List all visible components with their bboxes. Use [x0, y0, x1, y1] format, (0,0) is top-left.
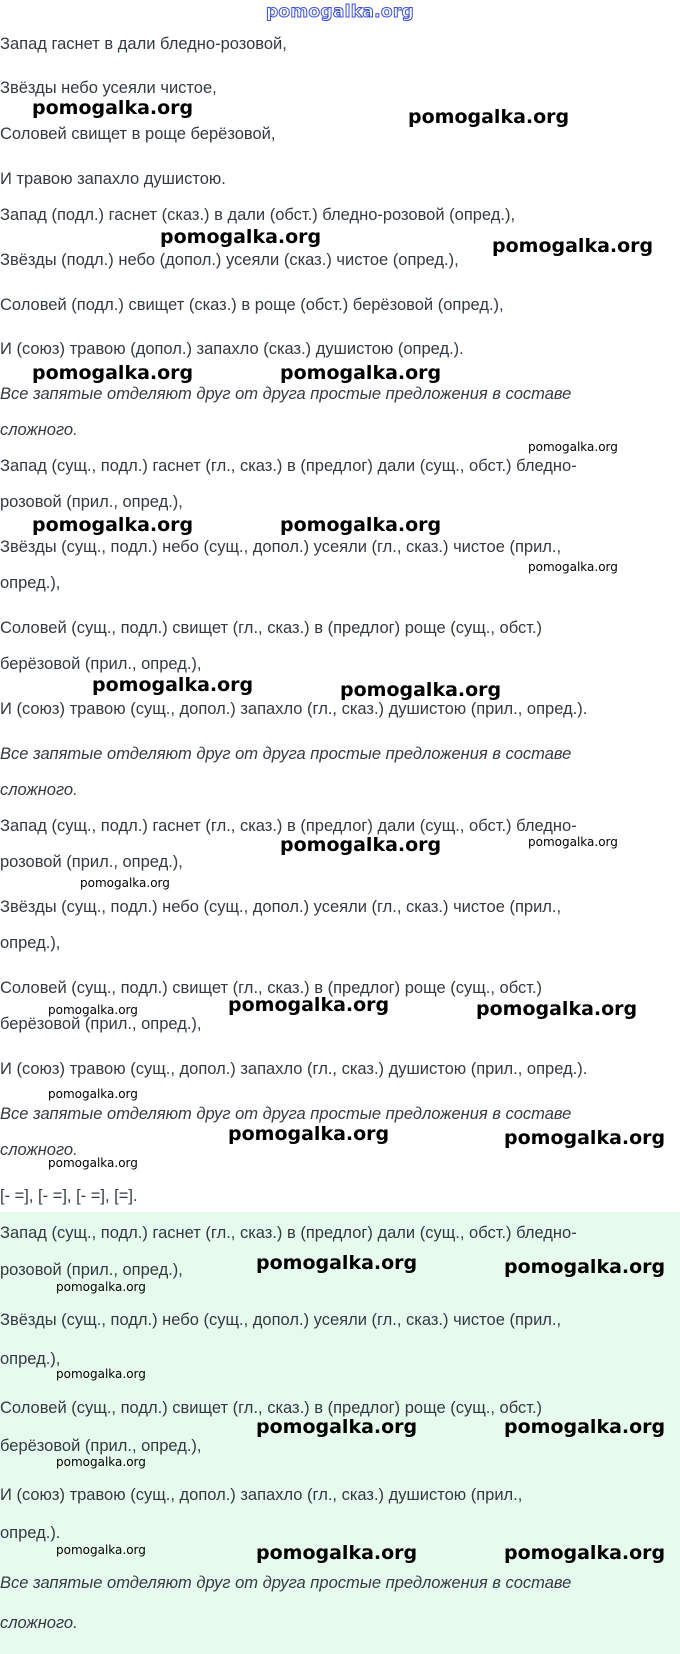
- text-line: розовой (прил., опред.),: [0, 853, 183, 871]
- conclusion-text: Все запятые отделяют друг от друга простые предложения в составе: [0, 745, 572, 763]
- watermark: pomogalka.org: [280, 834, 442, 856]
- watermark: pomogalka.org: [56, 1367, 146, 1381]
- watermark: pomogalka.org: [256, 1252, 418, 1274]
- watermark: pomogalka.org: [48, 1087, 138, 1101]
- watermark: pomogalka.org: [48, 1156, 138, 1170]
- watermark: pomogalka.org: [56, 1280, 146, 1294]
- text-line: Запад гаснет в дали бледно-розовой,: [0, 35, 287, 53]
- text-line: Соловей (сущ., подл.) свищет (гл., сказ.) в (предлог) роще (сущ., обст.): [0, 619, 543, 637]
- conclusion-text: сложного.: [0, 1141, 78, 1159]
- watermark: pomogalka.org: [56, 1455, 146, 1469]
- scheme-line: [- =], [- =], [- =], [=].: [0, 1187, 138, 1205]
- watermark: pomogalka.org: [476, 998, 638, 1020]
- text-line: Звёзды (сущ., подл.) небо (сущ., допол.) усеяли (гл., сказ.) чистое (прил.,: [0, 538, 562, 556]
- text-line: Соловей (подл.) свищет (сказ.) в роще (обст.) берёзовой (опред.),: [0, 296, 504, 314]
- text-line: опред.),: [0, 934, 61, 952]
- text-line: Звёзды (сущ., подл.) небо (сущ., допол.) усеяли (гл., сказ.) чистое (прил.,: [0, 1311, 562, 1329]
- text-line: Соловей свищет в роще берёзовой,: [0, 125, 276, 143]
- watermark: pomogalka.org: [228, 1123, 390, 1145]
- watermark: pomogalka.org: [228, 994, 390, 1016]
- watermark: pomogalka.org: [48, 1003, 138, 1017]
- watermark: pomogalka.org: [492, 235, 654, 257]
- text-line: берёзовой (прил., опред.),: [0, 1437, 202, 1455]
- text-line: берёзовой (прил., опред.),: [0, 655, 202, 673]
- watermark: pomogalka.org: [504, 1416, 666, 1438]
- text-line: опред.).: [0, 1524, 61, 1542]
- text-line: Запад (сущ., подл.) гаснет (гл., сказ.) в (предлог) дали (сущ., обст.) бледно-: [0, 817, 577, 835]
- text-line: И (союз) травою (сущ., допол.) запахло (гл., сказ.) душистою (прил.,: [0, 1486, 523, 1504]
- conclusion-text: сложного.: [0, 781, 78, 799]
- watermark: pomogalka.org: [504, 1256, 666, 1278]
- watermark: pomogalka.org: [280, 514, 442, 536]
- watermark: pomogalka.org: [504, 1127, 666, 1149]
- watermark: pomogalka.org: [92, 674, 254, 696]
- text-line: опред.),: [0, 574, 61, 592]
- watermark: pomogalka.org: [528, 835, 618, 849]
- text-line: розовой (прил., опред.),: [0, 493, 183, 511]
- text-line: Запад (подл.) гаснет (сказ.) в дали (обст.) бледно-розовой (опред.),: [0, 206, 516, 224]
- conclusion-text: сложного.: [0, 1614, 78, 1632]
- text-line: берёзовой (прил., опред.),: [0, 1015, 202, 1033]
- text-line: Соловей (сущ., подл.) свищет (гл., сказ.) в (предлог) роще (сущ., обст.): [0, 979, 543, 997]
- conclusion-text: Все запятые отделяют друг от друга простые предложения в составе: [0, 1105, 572, 1123]
- watermark: pomogalka.org: [160, 226, 322, 248]
- watermark: pomogalka.org: [56, 1543, 146, 1557]
- watermark: pomogalka.org: [504, 1542, 666, 1564]
- text-line: Звёзды небо усеяли чистое,: [0, 79, 217, 97]
- watermark: pomogalka.org: [256, 1542, 418, 1564]
- watermark: pomogalka.org: [256, 1416, 418, 1438]
- text-line: Запад (сущ., подл.) гаснет (гл., сказ.) в (предлог) дали (сущ., обст.) бледно-: [0, 1224, 577, 1242]
- text-line: розовой (прил., опред.),: [0, 1261, 183, 1279]
- text-line: Звёзды (сущ., подл.) небо (сущ., допол.) усеяли (гл., сказ.) чистое (прил.,: [0, 898, 562, 916]
- text-line: Запад (сущ., подл.) гаснет (гл., сказ.) в (предлог) дали (сущ., обст.) бледно-: [0, 457, 577, 475]
- conclusion-text: сложного.: [0, 421, 78, 439]
- conclusion-text: Все запятые отделяют друг от друга простые предложения в составе: [0, 385, 572, 403]
- site-logo[interactable]: pomogalka.org: [265, 2, 415, 22]
- watermark: pomogalka.org: [408, 106, 570, 128]
- watermark: pomogalka.org: [32, 514, 194, 536]
- text-line: Звёзды (подл.) небо (допол.) усеяли (сказ.) чистое (опред.),: [0, 251, 459, 269]
- text-line: Соловей (сущ., подл.) свищет (гл., сказ.) в (предлог) роще (сущ., обст.): [0, 1399, 543, 1417]
- watermark: pomogalka.org: [80, 876, 170, 890]
- watermark: pomogalka.org: [340, 679, 502, 701]
- watermark: pomogalka.org: [528, 440, 618, 454]
- text-line: И (союз) травою (сущ., допол.) запахло (гл., сказ.) душистою (прил., опред.).: [0, 700, 588, 718]
- watermark: pomogalka.org: [32, 97, 194, 119]
- text-line: И (союз) травою (сущ., допол.) запахло (гл., сказ.) душистою (прил., опред.).: [0, 1060, 588, 1078]
- watermark: pomogalka.org: [32, 362, 194, 384]
- text-line: опред.),: [0, 1350, 61, 1368]
- text-line: И травою запахло душистою.: [0, 170, 226, 188]
- text-line: И (союз) травою (допол.) запахло (сказ.) душистою (опред.).: [0, 340, 464, 358]
- watermark: pomogalka.org: [528, 560, 618, 574]
- watermark: pomogalka.org: [280, 362, 442, 384]
- conclusion-text: Все запятые отделяют друг от друга простые предложения в составе: [0, 1574, 572, 1592]
